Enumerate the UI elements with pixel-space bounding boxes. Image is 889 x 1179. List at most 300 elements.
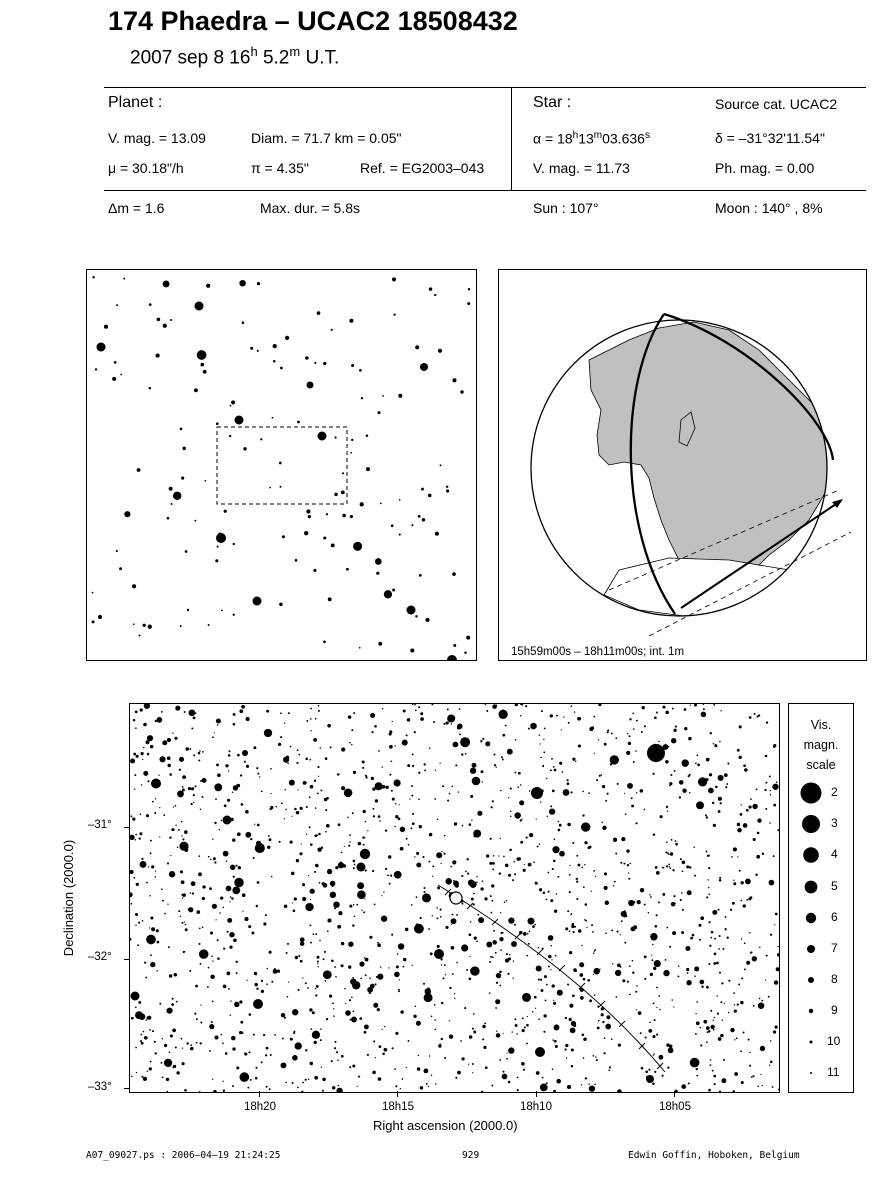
map-star	[289, 840, 292, 843]
map-star	[571, 791, 573, 793]
map-star	[324, 980, 326, 982]
map-star	[388, 855, 391, 858]
map-star	[471, 820, 472, 821]
map-star	[169, 773, 172, 776]
map-star	[637, 900, 641, 904]
map-star	[349, 834, 351, 836]
map-star	[528, 863, 532, 867]
map-star	[626, 751, 630, 755]
map-star	[583, 978, 586, 981]
map-star	[164, 1044, 167, 1047]
finder-star	[149, 387, 152, 390]
map-star	[418, 1055, 419, 1056]
map-star	[455, 764, 457, 766]
map-star	[217, 957, 220, 960]
map-star	[370, 984, 375, 989]
map-star	[434, 798, 436, 800]
map-star	[750, 896, 753, 899]
map-star	[449, 1035, 453, 1039]
map-star	[375, 1057, 376, 1058]
map-star	[710, 1064, 712, 1066]
map-star	[196, 1018, 198, 1020]
map-star	[636, 985, 638, 987]
finder-star	[464, 652, 466, 654]
map-star	[710, 732, 712, 734]
finder-star	[250, 347, 253, 350]
map-star	[224, 804, 227, 807]
map-star	[416, 1021, 421, 1026]
map-star	[518, 857, 521, 860]
map-star	[682, 870, 684, 872]
map-star	[317, 793, 319, 795]
legend-dot-10	[810, 1041, 813, 1044]
map-star	[202, 897, 204, 899]
map-star	[333, 901, 339, 907]
asteroid-track	[438, 885, 665, 1072]
finder-star	[104, 325, 108, 329]
map-star	[266, 710, 269, 713]
map-star	[666, 1043, 669, 1046]
map-star	[652, 1082, 655, 1085]
map-star	[485, 1066, 488, 1069]
finder-star	[313, 569, 316, 572]
map-star	[699, 939, 701, 941]
map-star	[169, 1051, 171, 1053]
map-star	[513, 961, 514, 962]
map-star	[749, 716, 752, 719]
map-star	[322, 1090, 324, 1092]
map-star	[766, 955, 768, 957]
finder-star	[384, 590, 392, 598]
map-star	[294, 1031, 296, 1033]
finder-star	[353, 542, 362, 551]
map-star	[618, 1044, 621, 1047]
legend-dot-11	[810, 1072, 812, 1074]
map-star	[246, 717, 250, 721]
map-star	[156, 929, 159, 932]
finder-star	[325, 362, 327, 364]
map-star	[524, 864, 525, 865]
map-star	[593, 974, 594, 975]
finder-star	[116, 550, 118, 552]
legend-label-3: 3	[831, 816, 838, 830]
globe-svg	[499, 270, 866, 660]
map-star	[309, 826, 311, 828]
map-star	[284, 722, 285, 723]
globe-caption: 15h59m00s – 18h11m00s; int. 1m	[511, 646, 685, 658]
ra-minutes: 13	[578, 130, 594, 147]
map-star	[571, 705, 573, 707]
map-star	[282, 1038, 284, 1040]
finder-star	[335, 436, 337, 438]
map-star	[517, 1076, 519, 1078]
footer-file-info: A07_09027.ps : 2006–04–19 21:24:25	[86, 1150, 281, 1161]
earth-map	[531, 320, 834, 618]
map-star	[636, 792, 637, 793]
map-star	[709, 921, 711, 923]
map-star	[663, 706, 666, 709]
map-star	[756, 855, 760, 859]
map-star	[327, 869, 332, 874]
map-star	[369, 992, 371, 994]
map-star	[182, 775, 186, 779]
map-star	[727, 937, 729, 939]
map-star	[653, 1054, 654, 1055]
map-star	[684, 727, 687, 730]
map-star	[538, 1018, 540, 1020]
map-star	[198, 872, 202, 876]
map-star	[615, 737, 617, 739]
map-star	[255, 1077, 258, 1080]
map-star	[693, 846, 695, 848]
map-star	[270, 768, 272, 770]
map-star	[389, 730, 392, 733]
map-star	[140, 1040, 142, 1042]
map-star	[244, 1053, 247, 1056]
map-star	[294, 897, 297, 900]
star-heading: Star :	[533, 94, 572, 111]
map-star	[708, 893, 710, 895]
map-star	[248, 1013, 251, 1016]
map-star	[418, 706, 420, 708]
map-star	[615, 970, 621, 976]
footer-page-number: 929	[462, 1150, 480, 1161]
legend-dot-3	[802, 815, 820, 833]
map-star	[569, 874, 571, 876]
map-star	[293, 910, 296, 913]
map-star	[708, 887, 709, 888]
map-star	[162, 1038, 163, 1039]
finder-star	[194, 388, 198, 392]
map-star	[520, 784, 522, 786]
map-star	[167, 904, 168, 905]
map-star	[700, 1027, 702, 1029]
map-star	[306, 720, 308, 722]
map-star	[662, 893, 665, 896]
map-star	[254, 972, 257, 975]
map-star	[233, 713, 236, 716]
map-star	[578, 745, 581, 748]
map-star	[468, 1064, 469, 1065]
map-star	[244, 761, 246, 763]
map-star	[645, 1070, 648, 1073]
map-star	[719, 935, 721, 937]
finder-star	[351, 364, 354, 367]
map-star	[214, 822, 216, 824]
map-star	[320, 747, 322, 749]
map-star	[737, 1003, 739, 1005]
map-star	[594, 1084, 596, 1086]
map-star	[593, 968, 600, 975]
map-star	[296, 811, 300, 815]
map-star	[353, 771, 356, 774]
map-star	[178, 910, 180, 912]
map-star	[312, 1031, 320, 1039]
map-star	[675, 843, 678, 846]
map-star	[374, 725, 377, 728]
map-star	[628, 878, 630, 880]
map-star	[347, 817, 349, 819]
map-star	[469, 933, 472, 936]
map-star	[572, 994, 575, 997]
map-star	[287, 943, 289, 945]
map-star	[556, 1079, 561, 1084]
map-star	[642, 706, 645, 709]
finder-star	[346, 568, 349, 571]
planet-motion: μ = 30.18"/h	[108, 160, 184, 176]
map-star	[140, 708, 143, 711]
max-duration: Max. dur. = 5.8s	[260, 200, 360, 216]
map-star	[749, 806, 752, 809]
map-star	[569, 1004, 573, 1008]
map-star	[198, 943, 200, 945]
map-star	[706, 1026, 710, 1030]
map-star	[366, 776, 368, 778]
map-star	[228, 988, 230, 990]
map-star	[696, 1021, 700, 1025]
map-star	[337, 925, 341, 929]
map-star	[169, 837, 171, 839]
map-star	[528, 728, 530, 730]
map-star	[330, 746, 332, 748]
map-star	[714, 938, 716, 940]
map-star	[236, 865, 238, 867]
map-star	[292, 902, 293, 903]
map-star	[154, 1041, 156, 1043]
map-star	[171, 828, 174, 831]
map-star	[400, 827, 405, 832]
map-star	[357, 890, 366, 899]
map-star	[774, 1025, 777, 1028]
finder-star	[260, 438, 262, 440]
map-star	[553, 1090, 556, 1092]
map-star	[582, 867, 584, 869]
map-star	[713, 1029, 715, 1031]
map-star	[490, 912, 492, 914]
map-star	[326, 824, 330, 828]
map-star	[692, 934, 695, 937]
map-star	[301, 843, 302, 844]
map-star	[616, 931, 618, 933]
map-star	[607, 729, 609, 731]
finder-star	[428, 494, 432, 498]
finder-star	[342, 472, 344, 474]
map-star	[484, 1023, 486, 1025]
map-star	[181, 894, 183, 896]
map-star	[670, 852, 673, 855]
legend-dot-4	[803, 847, 819, 863]
map-star	[148, 866, 149, 867]
map-star	[514, 873, 516, 875]
map-star	[392, 798, 395, 801]
map-star	[567, 1085, 571, 1089]
map-star	[500, 838, 501, 839]
map-star	[680, 858, 682, 860]
map-star	[555, 1045, 558, 1048]
map-star	[308, 875, 309, 876]
map-star	[526, 837, 528, 839]
map-star	[372, 1071, 376, 1075]
map-star	[743, 1032, 745, 1034]
map-star	[669, 867, 671, 869]
map-star	[552, 984, 555, 987]
map-star	[365, 821, 366, 822]
map-star	[744, 968, 746, 970]
legend-label-4: 4	[831, 847, 838, 861]
map-star	[341, 964, 344, 967]
map-star	[270, 1054, 272, 1056]
map-star	[740, 1001, 743, 1004]
map-star	[510, 816, 511, 817]
map-star	[362, 836, 364, 838]
map-star	[499, 937, 503, 941]
map-star	[131, 1076, 133, 1078]
map-star	[400, 1010, 403, 1013]
map-star	[542, 765, 544, 767]
map-star	[327, 724, 331, 728]
legend-dot-9	[809, 1009, 813, 1013]
finder-star	[242, 321, 245, 324]
map-star	[294, 808, 297, 811]
map-star	[602, 826, 606, 830]
map-star	[297, 749, 299, 751]
map-star	[269, 951, 272, 954]
map-star	[202, 885, 205, 888]
map-star	[341, 1055, 344, 1058]
map-star	[638, 1011, 642, 1015]
map-star	[765, 755, 768, 758]
map-star	[757, 818, 761, 822]
finder-star	[306, 509, 310, 513]
x-tick-18h15: 18h15	[382, 1101, 414, 1113]
map-star	[221, 820, 223, 822]
map-star	[414, 731, 415, 732]
map-star	[136, 1072, 137, 1073]
map-star	[394, 826, 396, 828]
map-star	[341, 852, 343, 854]
map-star	[231, 1036, 236, 1041]
finder-star	[429, 287, 433, 291]
map-star	[162, 900, 164, 902]
map-bright-star	[223, 816, 232, 825]
map-star	[624, 942, 626, 944]
map-star	[588, 846, 591, 849]
map-star	[523, 1069, 525, 1071]
map-star	[681, 931, 684, 934]
map-star	[569, 951, 572, 954]
map-star	[671, 999, 673, 1001]
map-star	[349, 841, 350, 842]
map-star	[353, 867, 355, 869]
map-star	[245, 832, 251, 838]
map-star	[482, 1038, 484, 1040]
map-star	[506, 1058, 508, 1060]
legend-label-9: 9	[831, 1003, 838, 1017]
map-star	[623, 863, 625, 865]
map-star	[209, 887, 212, 890]
map-star	[302, 897, 306, 901]
map-star	[601, 1013, 604, 1016]
map-star	[363, 810, 366, 813]
map-star	[380, 966, 381, 967]
map-star	[718, 810, 721, 813]
map-star	[416, 862, 421, 867]
map-star	[580, 996, 584, 1000]
map-star	[454, 998, 455, 999]
finder-star	[187, 609, 189, 611]
map-star	[308, 1079, 309, 1080]
map-star	[490, 956, 492, 958]
map-star	[499, 985, 501, 987]
map-star	[211, 956, 213, 958]
map-star	[686, 968, 689, 971]
map-star	[455, 883, 459, 887]
map-star	[510, 811, 511, 812]
map-star	[461, 903, 463, 905]
map-star	[271, 876, 273, 878]
finder-star	[143, 624, 146, 627]
map-star	[193, 754, 195, 756]
finder-star	[180, 428, 183, 431]
map-star	[499, 872, 501, 874]
map-star	[472, 1028, 474, 1030]
map-star	[284, 818, 285, 819]
map-star	[579, 962, 584, 967]
map-star	[190, 1044, 192, 1046]
map-star	[406, 734, 408, 736]
map-star	[449, 1020, 450, 1021]
map-star	[213, 1090, 217, 1092]
map-star	[741, 938, 742, 939]
map-star	[406, 1067, 407, 1068]
map-star	[666, 865, 668, 867]
map-star	[443, 723, 445, 725]
map-star	[241, 803, 244, 806]
map-star	[711, 931, 714, 934]
map-star	[705, 814, 707, 816]
map-star	[492, 800, 494, 802]
map-star	[325, 757, 328, 760]
map-star	[523, 932, 527, 936]
map-star	[365, 974, 367, 976]
map-star	[230, 1000, 231, 1001]
map-star	[544, 975, 547, 978]
map-star	[411, 785, 413, 787]
map-star	[684, 708, 687, 711]
map-star	[327, 918, 331, 922]
map-star	[222, 1081, 223, 1082]
map-star	[315, 864, 319, 868]
hour-unit: h	[250, 44, 258, 59]
map-star	[373, 1040, 375, 1042]
map-star	[486, 942, 492, 948]
finder-star	[170, 319, 172, 321]
map-star	[605, 1024, 611, 1030]
finder-star	[392, 277, 396, 281]
map-star	[673, 895, 675, 897]
map-star	[156, 970, 157, 971]
map-star	[718, 948, 720, 950]
page-title: 174 Phaedra – UCAC2 18508432	[108, 6, 518, 36]
map-star	[653, 833, 656, 836]
map-star	[572, 758, 575, 761]
map-star	[534, 996, 537, 999]
map-star	[706, 1041, 708, 1043]
map-star	[223, 947, 225, 949]
map-star	[739, 870, 741, 872]
finder-star	[279, 603, 283, 607]
map-star	[746, 899, 748, 901]
